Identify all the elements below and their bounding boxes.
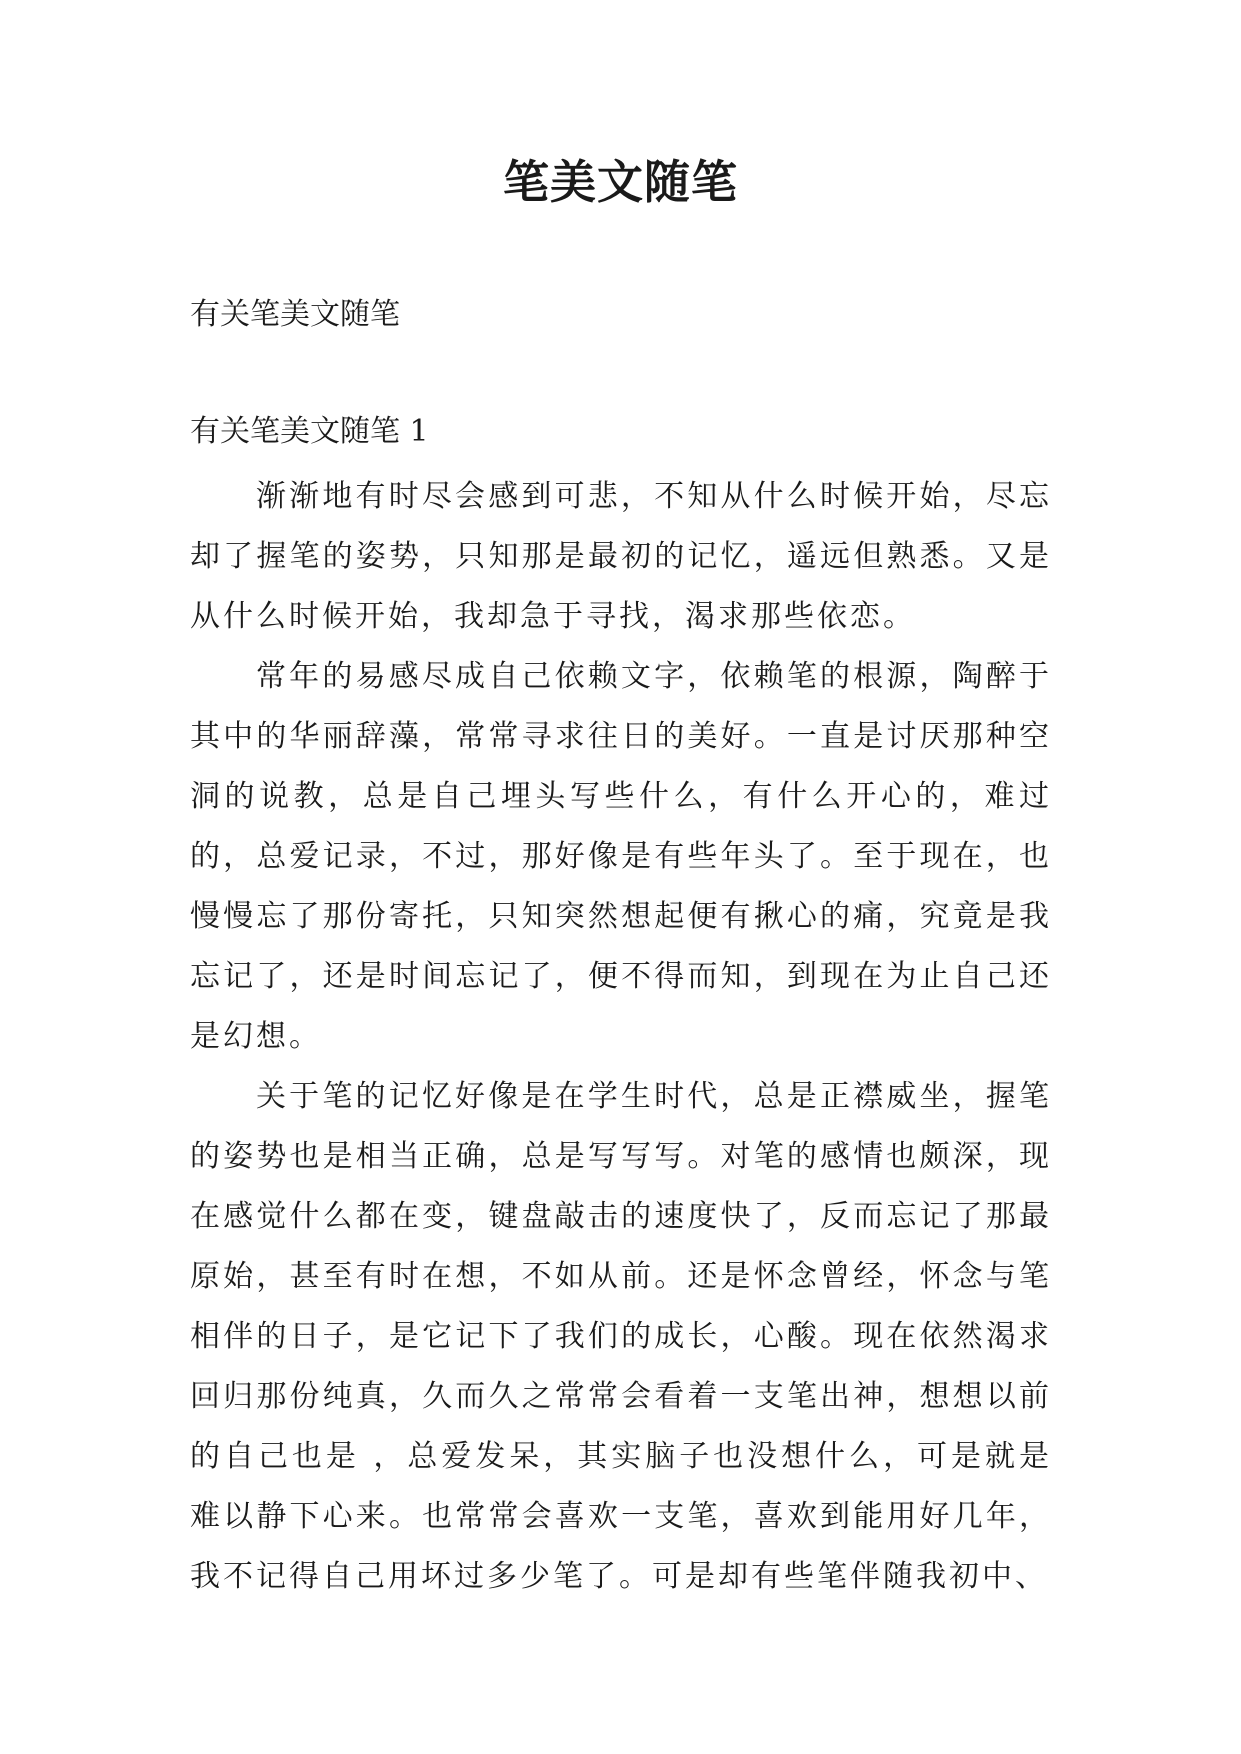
body-text [190, 467, 1052, 1607]
paragraph: 常年的易感尽成自己依赖文字，依赖笔的根源，陶醉于其中的华丽辞藻，常常寻求往日的美好。一直是讨厌那种空洞的说教，总是自己埋头写些什么，有什么开心的，难过的，总爱记录，不过，那好像是有些年头了。至于现在，也慢慢忘了那份寄托，只知突然想起便有揪心的痛，究竟是我忘记了，还是时间忘记了，便不得而知，到现在为止自己还是幻想。 [190, 659, 1052, 1054]
paragraph: 关于笔的记忆好像是在学生时代，总是正襟威坐，握笔的姿势也是相当正确，总是写写写。对笔的感情也颇深，现在感觉什么都在变，键盘敲击的速度快了，反而忘记了那最原始，甚至有时在想，不如从前。还是怀念曾经，怀念与笔相伴的日子，是它记下了我们的成长，心酸。现在依然渴求回归那份纯真，久而久之常常会看着一支笔出神，想想以前的自己也是 ，总爱发呆，其实脑子也没想什么，可是就是难以静下心来。也常常会喜欢一支笔，喜欢到能用好几年，我不记得自己用坏过多少笔了。可是却有些笔伴随我初中、 [190, 1079, 1052, 1594]
paragraph: 渐渐地有时尽会感到可悲，不知从什么时候开始，尽忘却了握笔的姿势，只知那是最初的记忆，遥远但熟悉。又是从什么时候开始，我却急于寻找，渴求那些依恋。 [190, 479, 1052, 634]
document-title: 笔美文随笔 [503, 155, 738, 209]
document-subtitle: 有关笔美文随笔 [190, 297, 400, 332]
section-heading: 有关笔美文随笔 1 [190, 414, 429, 449]
